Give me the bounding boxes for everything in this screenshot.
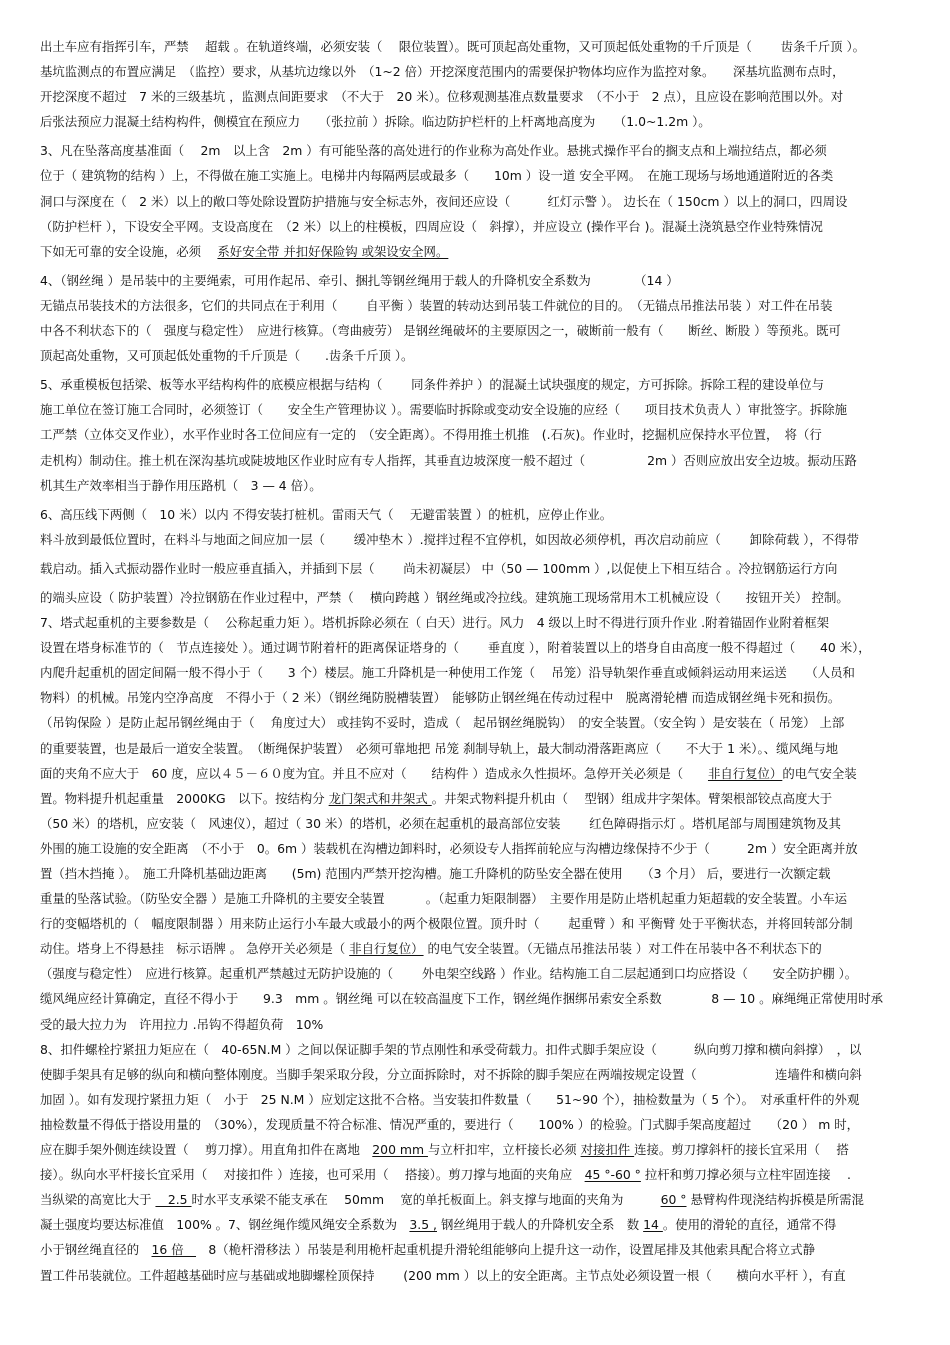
text-segment: 顶起高处重物，又可顶起低处重物的千斤顶是（ .齿条千斤顶 ）。 bbox=[40, 348, 414, 364]
text-line bbox=[40, 318, 910, 343]
underlined-answer: 系好安全带 并扣好保险钩 或架设安全网。 bbox=[217, 243, 449, 259]
text-line bbox=[40, 189, 910, 214]
text-segment: 无锚点吊装技术的方法很多，它们的共同点在于利用（ 自平衡 ）装置的转动达到吊装工件就位的目的。 （无锚点吊推法吊装 ）对工件在吊装 bbox=[40, 297, 833, 313]
text-segment: 下如无可靠的安全设施，必须 bbox=[40, 243, 218, 259]
text-segment: 应在脚手架外侧连续设置（ 剪刀撑）。用直角扣件在离地 bbox=[40, 1142, 373, 1158]
text-line bbox=[40, 761, 910, 786]
underlined-answer: 45 °-60 ° bbox=[584, 1167, 641, 1183]
text-segment: 的电气安全装 bbox=[782, 765, 857, 781]
text-line bbox=[40, 163, 910, 188]
text-line bbox=[40, 1037, 910, 1062]
text-segment: 料斗放到最低位置时，在料斗与地面之间应加一层（ 缓冲垫木 ）.搅拌过程不宜停机，如因故必须停机，再次启动前应（ 卸除荷载 ），不得带 bbox=[40, 531, 859, 547]
text-segment: 。井架式物料提升机由（ 型钢）组成井字架体。臂架根部铰点高度大于 bbox=[431, 790, 833, 806]
text-line bbox=[40, 397, 910, 422]
underlined-answer: 3.5 , bbox=[409, 1217, 437, 1233]
text-segment: 后张法预应力混凝土结构构件，侧模宜在预应力 （张拉前 ）拆除。临边防护栏杆的上杆离地高度为 （1.0~1.2m ）。 bbox=[40, 114, 711, 130]
text-line bbox=[40, 239, 910, 264]
text-segment: 拉杆和剪刀撑必须与立柱牢固连接 . bbox=[640, 1167, 851, 1183]
text-line bbox=[40, 1212, 910, 1237]
underlined-answer: 龙门架式和井架式 bbox=[328, 790, 432, 806]
text-segment: 时水平支承梁不能支承在 50mm 宽的单托板面上。斜支撑与地面的夹角为 bbox=[191, 1192, 661, 1208]
underlined-answer: 2.5 bbox=[155, 1192, 192, 1208]
text-segment: 内爬升起重机的固定间隔一般不得小于（ 3 个）楼层。施工升降机是一种使用工作笼（ 吊笼）沿导轨架作垂直或倾斜运动用来运送 （人员和 bbox=[40, 665, 855, 681]
text-line bbox=[40, 811, 910, 836]
text-line bbox=[40, 610, 910, 635]
text-line bbox=[40, 343, 910, 368]
text-segment: （50 米）的塔机，应安装（ 风速仪），超过（ 30 米）的塔机，必须在起重机的最高部位安装 红色障碍指示灯 。塔机尾部与周围建筑物及其 bbox=[40, 815, 841, 831]
text-segment: 加固 ）。如有发现拧紧扭力矩（ 小于 25 N.M ）应划定这批不合格。当安装扣件数量（ 51~90 个），抽检数量为（ 5 个）。 对承重杆件的外观 bbox=[40, 1091, 860, 1107]
text-line bbox=[40, 1162, 910, 1187]
text-segment: 6、高压线下两侧（ 10 米）以内 不得安装打桩机。雷雨天气（ 无避雷装置 ）的桩机，应停止作业。 bbox=[40, 506, 613, 522]
underlined-answer: 14 bbox=[643, 1217, 663, 1233]
underlined-answer: 非自行复位） bbox=[707, 765, 783, 781]
text-segment: 外围的施工设施的安全距离 （不小于 0。6m ）装载机在沟槽边卸料时，必须设专人指挥前轮应与沟槽边缘保持不少于（ 2m ）安全距离并放 bbox=[40, 840, 858, 856]
text-line bbox=[40, 268, 910, 293]
text-line bbox=[40, 1012, 910, 1037]
text-line bbox=[40, 911, 910, 936]
text-segment: 抽检数量不得低于搭设用量的 （30%），发现质量不符合标准、情况严重的，要进行（ 100% ）的检验。门式脚手架高度超过 （20 ） m 时， bbox=[40, 1116, 860, 1132]
text-segment: 当纵梁的高宽比大于 bbox=[40, 1192, 156, 1208]
text-segment: 悬臂构件现浇结构拆模是所需混 bbox=[686, 1192, 864, 1208]
text-segment: 的重要装置，也是最后一道安全装置。 （断绳保护装置） 必须可靠地把 吊笼 刹制导轨上，最大制动滑落距离应（ 不大于 1 米）。、缆风绳与地 bbox=[40, 740, 839, 756]
underlined-answer: 200 mm bbox=[372, 1142, 428, 1158]
text-segment: 连接。剪刀撑斜杆的接长宜采用（ 搭 bbox=[634, 1142, 849, 1158]
text-line bbox=[40, 1237, 910, 1262]
text-line bbox=[40, 1263, 910, 1288]
text-segment: 5、承重模板包括梁、板等水平结构构件的底模应根据与结构（ 同条件养护 ）的混凝土试块强度的规定，方可拆除。拆除工程的建设单位与 bbox=[40, 377, 824, 393]
underlined-answer: 非自行复位） bbox=[349, 941, 424, 957]
text-segment: 洞口与深度在（ 2 米）以上的敞口等处除设置防护措施与安全标志外，夜间还应设（ 红灯示警 ）。 边长在（ 150cm ）以上的洞口，四周设 bbox=[40, 193, 848, 209]
text-line bbox=[40, 585, 910, 610]
text-segment: 机其生产效率相当于静作用压路机（ 3 — 4 倍）。 bbox=[40, 477, 322, 493]
text-segment: 施工单位在签订施工合同时，必须签订（ 安全生产管理协议 ）。需要临时拆除或变动安全设施的应经（ 项目技术负责人 ）审批签字。拆除施 bbox=[40, 402, 848, 418]
text-segment: （强度与稳定性） 应进行核算。起重机严禁越过无防护设施的（ 外电架空线路 ）作业。结构施工自二层起通到口均应搭设（ 安全防护棚 ）。 bbox=[40, 966, 858, 982]
text-segment: 开挖深度不超过 7 米的三级基坑 ，监测点间距要求 （不大于 20 米）。位移观测基准点数量要求 （不小于 2 点），且应设在影响范围以外。对 bbox=[40, 89, 844, 105]
text-line bbox=[40, 448, 910, 473]
text-segment: 使脚手架具有足够的纵向和横向整体刚度。当脚手架采取分段，分立面拆除时，对不拆除的脚手架应在两端按规定设置（ 连墙件和横向斜 bbox=[40, 1066, 862, 1082]
text-segment: 行的变幅塔机的（ 幅度限制器 ）用来防止运行小车最大或最小的两个极限位置。顶升时（ 起重臂 ）和 平衡臂 处于平衡状态，并将回转部分制 bbox=[40, 916, 853, 932]
text-segment: 走机构）制动住。推土机在深沟基坑或陡坡地区作业时应有专人指挥，其垂直边坡深度一般不超过（ 2m ）否则应放出安全边坡。振动压路 bbox=[40, 452, 857, 468]
text-line bbox=[40, 422, 910, 447]
text-segment: 基坑监测点的布置应满足 （监控）要求，从基坑边缘以外 （1~2 倍）开挖深度范围内的需要保护物体均应作为监控对象。 深基坑监测布点时， bbox=[40, 64, 845, 80]
text-segment: 的端头应设（ 防护装置）冷拉钢筋在作业过程中，严禁（ 横向跨越 ）钢丝绳或冷拉线。建筑施工现场常用木工机械应设（ 按钮开关） 控制。 bbox=[40, 589, 849, 605]
text-segment: 3、凡在坠落高度基准面（ 2m 以上含 2m ）有可能坠落的高处进行的作业称为高处作业。悬挑式操作平台的搁支点和上端拉结点，都必须 bbox=[40, 143, 827, 159]
text-line bbox=[40, 84, 910, 109]
text-segment: 位于（ 建筑物的结构 ）上，不得做在施工实施上。电梯井内每隔两层或最多（ 10m ）设一道 安全平网。 在施工现场与场地通道附近的各类 bbox=[40, 168, 834, 184]
text-line bbox=[40, 685, 910, 710]
text-line bbox=[40, 138, 910, 163]
text-line bbox=[40, 861, 910, 886]
text-line bbox=[40, 1187, 910, 1212]
text-segment: 工严禁（立体交叉作业），水平作业时各工位间应有一定的 （安全距离）。不得用推土机推 (.石灰)。作业时，挖掘机应保持水平位置， 将（行 bbox=[40, 427, 822, 443]
text-segment: 7、塔式起重机的主要参数是（ 公称起重力矩 ）。塔机拆除必须在（ 白天）进行。风力 4 级以上时不得进行顶升作业 .附着锚固作业附着框架 bbox=[40, 615, 830, 631]
text-line bbox=[40, 660, 910, 685]
text-segment: 凝土强度均要达标准值 100% 。7、钢丝绳作缆风绳安全系数为 bbox=[40, 1217, 410, 1233]
text-segment: 置。物料提升机起重量 2000KG 以下。按结构分 bbox=[40, 790, 329, 806]
text-segment: 动住。塔身上不得悬挂 标示语牌 。 急停开关必须是（ bbox=[40, 941, 350, 957]
text-segment: 中各不利状态下的（ 强度与稳定性） 应进行核算。（弯曲疲劳） 是钢丝绳破坏的主要原因之一，破断前一般有（ 断丝、断股 ）等预兆。既可 bbox=[40, 323, 841, 339]
text-line bbox=[40, 473, 910, 498]
text-line bbox=[40, 214, 910, 239]
text-line bbox=[40, 556, 910, 581]
text-segment: 接）。纵向水平杆接长宜采用（ 对接扣件 ）连接，也可采用（ 搭接）。剪刀撑与地面的夹角应 bbox=[40, 1167, 585, 1183]
text-segment: 重量的坠落试验。（防坠安全器 ）是施工升降机的主要安全装置 。（起重力矩限制器） 主要作用是防止塔机起重力矩超载的安全装置。小车运 bbox=[40, 891, 848, 907]
text-segment: 4、（钢丝绳 ）是吊装中的主要绳索，可用作起吊、牵引、捆扎等钢丝绳用于载人的升降机安全系数为 （14 ） bbox=[40, 272, 679, 288]
text-line bbox=[40, 372, 910, 397]
text-segment: 设置在塔身标准节的（ 节点连接处 ）。通过调节附着杆的距离保证塔身的（ 垂直度 ），附着装置以上的塔身自由高度一般不得超过（ 40 米）， bbox=[40, 640, 871, 656]
text-segment: 置（挡木挡掩 ）。 施工升降机基础边距离 (5m) 范围内严禁开挖沟槽。施工升降机的防坠安全器在使用 （3 个月） 后，要进行一次额定载 bbox=[40, 866, 831, 881]
text-line bbox=[40, 710, 910, 735]
text-line bbox=[40, 293, 910, 318]
text-line bbox=[40, 59, 910, 84]
text-line bbox=[40, 527, 910, 552]
text-line bbox=[40, 961, 910, 986]
text-line bbox=[40, 936, 910, 961]
text-line bbox=[40, 635, 910, 660]
text-line bbox=[40, 1062, 910, 1087]
text-line bbox=[40, 502, 910, 527]
text-segment: 置工件吊装就位。工件超越基础时应与基础或地脚螺栓顶保持 (200 mm ）以上的安全距离。主节点处必须设置一根（ 横向水平杆 ），有直 bbox=[40, 1267, 846, 1283]
text-segment: 与立杆扣牢，立杆接长必须 bbox=[427, 1142, 581, 1158]
text-line bbox=[40, 836, 910, 861]
text-segment: 面的夹角不应大于 60 度，应以４５－６０度为宜。并且不应对（ 结构件 ）造成永久性损坏。急停开关必须是（ bbox=[40, 765, 708, 781]
text-line bbox=[40, 736, 910, 761]
underlined-answer: 对接扣件 bbox=[580, 1142, 635, 1158]
text-segment: 8、扣件螺栓拧紧扭力矩应在（ 40-65N.M ）之间以保证脚手架的节点刚性和承受荷载力。扣件式脚手架应设（ 纵向剪刀撑和横向斜撑） ，以 bbox=[40, 1041, 862, 1057]
text-segment: 。使用的滑轮的直径，通常不得 bbox=[662, 1217, 837, 1233]
text-line bbox=[40, 986, 910, 1011]
text-line bbox=[40, 109, 910, 134]
text-line bbox=[40, 1112, 910, 1137]
underlined-answer: 60 ° bbox=[660, 1192, 687, 1208]
text-segment: 钢丝绳用于载人的升降机安全系 数 bbox=[437, 1217, 644, 1233]
text-segment: 载启动。插入式振动器作业时一般应垂直插入，并插到下层（ 尚未初凝层） 中（50 — 100mm ）,以促使上下相互结合 。冷拉钢筋运行方向 bbox=[40, 560, 838, 576]
text-segment: （防护栏杆 ），下设安全平网。支设高度在 （2 米）以上的柱模板，四周应设（ 斜撑），并应设立 (操作平台 )。混凝土浇筑悬空作业特殊情况 bbox=[40, 218, 823, 234]
text-line bbox=[40, 34, 910, 59]
text-segment: （吊钩保险 ）是防止起吊钢丝绳由于（ 角度过大） 或挂钩不妥时，造成（ 起吊钢丝绳脱钩） 的安全装置。（安全钩 ）是安装在（ 吊笼） 上部 bbox=[40, 715, 845, 731]
text-line bbox=[40, 886, 910, 911]
text-segment: 缆风绳应经计算确定，直径不得小于 9.3 mm 。钢丝绳 可以在较高温度下工作，钢丝绳作捆绑吊索安全系数 8 — 10 。麻绳绳正常使用时承 bbox=[40, 991, 884, 1007]
text-line bbox=[40, 786, 910, 811]
underlined-answer: 16 倍 bbox=[151, 1242, 197, 1258]
text-segment: 的电气安全装置。（无锚点吊推法吊装 ）对工件在吊装中各不利状态下的 bbox=[423, 941, 822, 957]
text-segment: 小于钢丝绳直径的 bbox=[40, 1242, 152, 1258]
text-segment: 物料）的机械。吊笼内空净高度 不得小于（ 2 米）（钢丝绳防脱槽装置） 能够防止钢丝绳在传动过程中 脱离滑轮槽 而造成钢丝绳卡死和损伤。 bbox=[40, 690, 841, 706]
text-segment: 受的最大拉力为 许用拉力 .吊钩不得超负荷 10% bbox=[40, 1016, 324, 1032]
text-segment: 出土车应有指挥引车，严禁 超载 。在轨道终端，必须安装（ 限位装置）。既可顶起高处重物，又可顶起低处重物的千斤顶是（ 齿条千斤顶 ）。 bbox=[40, 39, 866, 54]
text-line bbox=[40, 1087, 910, 1112]
text-line bbox=[40, 1137, 910, 1162]
text-segment: 8（桅杆滑移法 ）吊装是利用桅杆起重机提升滑轮组能够向上提升这一动作，设置尾排及其他索具配合将立式静 bbox=[196, 1242, 815, 1258]
